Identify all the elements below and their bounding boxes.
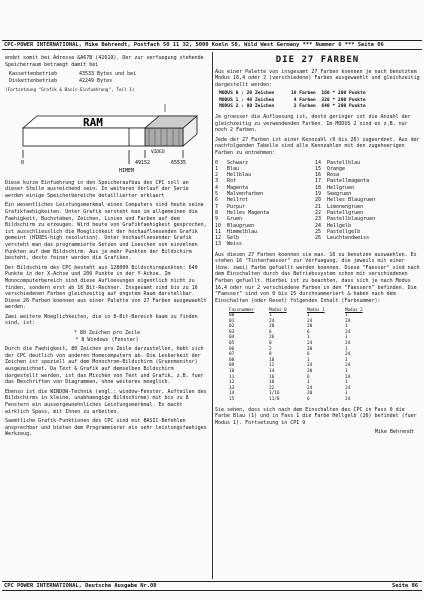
table-cell: 24 — [345, 329, 351, 335]
paragraph: Ein wesentliches Leistungsmerkmal eines Computers sind heute seine Grafikfaehigkeiten. Unter Grafik versteht man im allgemeinen die Faehigkeit, Buchstaben, Zeichen, Linien und Farben auf dem Bildschirm zu erzeugen. Wird heute von Grafikfaehigkeit gesprochen, ist ausschliesslich die Moeglichkeit der hochaufloesenden Grafik gemeint (HIRES-high resolution). Unter hochaufloesender Grafik versteht man das programmierte Setzen und Loeschen von einzelnen Punkten auf dem Bildschirm. Aus je mehr Punkten der Bildschirm besteht, desto feiner werden die Grafiken. — [5, 202, 210, 262]
color-code: 9 — [215, 216, 219, 223]
color-name: Hellblau — [227, 172, 252, 179]
color-code: 10 — [215, 222, 222, 229]
table-cell: 26 — [269, 335, 275, 341]
color-code: 4 — [215, 184, 219, 191]
color-name: Pastellblau — [327, 159, 361, 166]
paragraph: Sie sehen, dass sich nach dem Einschalten des CPC in Fass 0 die Farbe Blau (1) und in Fass 1 die Farbe Hellgelb (26) befindet (fuer Modus 1). Fortsetzung in CPI 9 — [215, 406, 420, 426]
table-cell: 24 — [345, 318, 351, 324]
table-cell: 1 — [345, 335, 348, 341]
table-cell: 14 — [229, 391, 235, 397]
color-code: 25 — [315, 228, 322, 235]
section-title: DIE 27 FARBEN — [275, 55, 360, 65]
modes-table — [219, 91, 420, 110]
table-cell: 1 — [345, 380, 348, 386]
color-code: 2 — [215, 172, 219, 179]
color-code: 15 — [315, 165, 322, 172]
table-cell: 10 — [229, 368, 235, 374]
color-name: Himmelblau — [227, 228, 258, 235]
footer-page: Seite 06 — [392, 583, 418, 589]
paragraph: Saemtliche Grafik-Funktionen des CPC sind mit BASIC-Befehlen ansprechbar und bieten dem Programmierer ein sehr leistungsfaehiges Werkzeug. — [5, 418, 210, 438]
table-cell: 1/16 — [269, 391, 280, 397]
table-cell: 1 — [345, 368, 348, 374]
header-cell: Modus 2 — [345, 307, 363, 313]
footer-title: CPC POWER INTERNATIONAL, Deutsche Ausgabe Nr.08 — [4, 583, 157, 589]
paragraph: Zwei weitere Moeglichkeiten, die in 8-Bit-Bereich kaum zu finden sind, ist: — [5, 313, 201, 327]
header-cell: Fassnummer — [229, 307, 255, 313]
table-cell: 24 — [307, 318, 313, 324]
table-cell: 16 — [269, 374, 275, 380]
color-name: Pastellgruen — [327, 209, 364, 216]
mode-row: MODUS 1 : 40 Zeichen 4 Farben 320 * 200 Punkte — [219, 97, 366, 103]
color-item — [215, 241, 315, 247]
feature-list — [5, 330, 209, 343]
addr-49152: 49152 — [135, 159, 151, 166]
color-code: 23 — [315, 216, 322, 223]
table-cell: 24 — [307, 363, 313, 369]
ink-table-row — [229, 397, 420, 403]
table-cell: 14 — [269, 368, 275, 374]
addr-0: 0 — [21, 159, 25, 166]
color-name: Rot — [227, 178, 237, 185]
paragraph: Diese kurze Einfuehrung in den Speicheraufbau des CPC soll an dieser Stelle ausreichend sein. In weiteren Verlauf der Serie werden einige Speicherbereiche detaillierter erklaert — [5, 179, 192, 199]
color-code: 0 — [215, 159, 219, 166]
table-cell: 0 — [269, 341, 272, 347]
color-code: 17 — [315, 178, 322, 185]
mode-row: MODUS 0 : 20 Zeichen 16 Farben 160 * 200 Punkte — [219, 91, 366, 97]
table-cell: 13 — [229, 385, 235, 391]
addr-65535: 65535 — [171, 159, 187, 166]
table-cell: 24 — [307, 341, 313, 347]
color-name: Hellrot — [227, 197, 249, 204]
table-cell: 02 — [229, 324, 235, 330]
table-cell: 6 — [307, 352, 310, 358]
color-name: Hellgruen — [327, 184, 355, 191]
table-cell: 20 — [269, 324, 275, 330]
color-name: Blau — [227, 165, 240, 172]
color-list — [215, 160, 420, 248]
color-name: Limonengruen — [327, 203, 364, 210]
table-cell: 24 — [345, 396, 351, 402]
table-cell: 6 — [307, 396, 310, 402]
himem-label: HIMEM — [119, 167, 135, 174]
color-code: 24 — [315, 222, 322, 229]
color-code: 8 — [215, 209, 219, 216]
kassette-value: 43533 Bytes und bei — [79, 71, 137, 78]
color-code: 21 — [315, 203, 322, 210]
table-cell: 8 — [269, 352, 272, 358]
color-name: Blaugruen — [227, 222, 255, 229]
color-name: Pastellgelb — [327, 228, 361, 235]
color-name: Magenta — [227, 184, 249, 191]
table-cell: 6 — [307, 329, 310, 335]
color-name: Hellgelb — [327, 222, 352, 229]
feature-item: * 8 Windows (Fenster) — [75, 336, 139, 343]
table-cell: 00 — [229, 313, 235, 319]
right-column — [215, 55, 423, 436]
table-cell: 1 — [345, 357, 348, 363]
table-cell: 1 — [307, 313, 310, 319]
table-cell: 22 — [269, 385, 275, 391]
table-cell: 1 — [345, 324, 348, 330]
table-cell: 6 — [307, 374, 310, 380]
color-name: Gelb — [227, 235, 240, 242]
color-code: 3 — [215, 178, 219, 185]
table-cell: 1 — [345, 391, 348, 397]
color-code: 18 — [315, 184, 322, 191]
color-code: 22 — [315, 209, 322, 216]
ram-label: RAM — [83, 115, 103, 129]
table-cell: 20 — [307, 324, 313, 330]
paragraph: Aus einer Palette von insgesamt 27 Farben koennen je nach benutztem Modus 16,4 oder 2 (verschiedene) Farben ausgewaehlt und gleichzeitig dargestellt werden: — [215, 68, 423, 88]
table-cell: 01 — [229, 318, 235, 324]
kassette-label: Kassettenbetrieb — [9, 71, 58, 78]
table-cell: 20 — [307, 346, 313, 352]
ink-table — [229, 307, 420, 402]
table-cell: 24 — [307, 385, 313, 391]
color-name: Seegruen — [327, 191, 352, 198]
caption: (Fortsetzung "Grafik & Basic-Einfuehrung", Teil 1) — [5, 88, 135, 93]
table-cell: 24 — [269, 318, 275, 324]
color-name: Pastellblaugruen — [327, 216, 376, 223]
color-code: 12 — [215, 235, 222, 242]
color-code: 7 — [215, 203, 219, 210]
table-cell: 15 — [229, 396, 235, 402]
color-code: 5 — [215, 191, 219, 198]
table-cell: 11 — [229, 374, 235, 380]
color-name: Pastellmagenta — [327, 178, 370, 185]
header-cell: Modus 1 — [307, 307, 325, 313]
table-cell: 12 — [269, 363, 275, 369]
color-name: Leuchtendweiss — [327, 235, 370, 242]
table-cell: 2 — [269, 346, 272, 352]
table-cell: 1 — [345, 346, 348, 352]
feature-item: * 80 Zeichen pro Zeile — [73, 330, 141, 337]
video-label: VIDEO — [151, 149, 165, 155]
color-code: 26 — [315, 235, 322, 242]
table-cell: 24 — [345, 374, 351, 380]
color-name: Schwarz — [227, 159, 249, 166]
table-cell: 09 — [229, 363, 235, 369]
memory-info — [9, 71, 209, 84]
table-cell: 1 — [307, 380, 310, 386]
table-cell: 03 — [229, 329, 235, 335]
diskette-label: Diskettenbetrieb — [9, 77, 58, 84]
table-cell: 04 — [229, 335, 235, 341]
table-cell: 11/8 — [269, 396, 280, 402]
color-code: 1 — [215, 165, 219, 172]
table-cell: 24 — [345, 363, 351, 369]
table-cell: 24 — [345, 352, 351, 358]
color-code: 16 — [315, 172, 322, 179]
color-name: Orange — [327, 165, 346, 172]
color-code: 6 — [215, 197, 219, 204]
table-cell: 18 — [269, 380, 275, 386]
table-cell: 6 — [269, 329, 272, 335]
color-name: Rosa — [327, 172, 340, 179]
color-name: Purpur — [227, 203, 246, 210]
color-list-col-b — [315, 160, 415, 248]
left-column — [5, 55, 209, 441]
paragraph: endet somit bei Adresse &A67B (42619). Der zur verfuegung stehende Speicherraum betraegt damit bei — [5, 55, 207, 68]
table-cell: 12 — [229, 380, 235, 386]
mode-row: MODUS 2 : 80 Zeichen 2 Farben 640 * 200 Punkte — [219, 103, 366, 109]
table-cell: 20 — [307, 368, 313, 374]
table-cell: 24 — [345, 341, 351, 347]
paragraph: Aus diesen 27 Farben koennen sie max. 16 zu benutzen auswaehlen. Es stehen 16 "Tintenfaesser" zur Verfuegung, die jeweils mit einer (bzw. zwei) Farbe gefuellt werden koennen. Diese "Faesser" sind nach dem Einschalten durch das Betriebssystem schon mit verschiedenen Farben gefuellt. Hierbei ist zu beachten, dass sich je nach Modus 16,4 oder nur 2 verschiedene Farben in den "Faessern" befinden. Die "Faesser" sind von 0 bis 15 durchnummeriert & haben nach dem Einschalten (oder Reset) folgenden Inhalt (Farbnummer): — [215, 251, 423, 304]
diskette-value: 42249 Bytes — [79, 77, 113, 84]
page-header: CPC-POWER INTERNATIONAL, Mike Behrendt, Postfach 50 11 32, 5000 Koeln 50, Wild West Germany *** Nummer 6 *** Seite 06 — [2, 40, 422, 50]
color-name: Gruen — [227, 216, 243, 223]
color-item — [315, 235, 415, 241]
memory-diagram — [5, 98, 209, 176]
table-cell: 08 — [229, 357, 235, 363]
paragraph: Durch die Faehigkeit, 80 Zeichen pro Zeile darzustellen, hebt sich der CPC deutlich von anderen Homecomputern ab. Die Lesbarkeit der Zeichen ist speziell auf dem Monochrom-Bildschirm (Gruenmonitor) ausgezeichnet. Da Text & Grafik auf demselben Bildschirm dargestellt werden, ist das Mischen von Text und Grafik, z.B. fuer das Beschriften von Diagrammen, ohne weiteres moeglich. — [5, 346, 207, 386]
table-cell: 1 — [269, 313, 272, 319]
paragraph: Ebenso ist die WINDOW-Technik (engl.: window-Fenster, Aufteilen des Bildschirms in kleine, unabhaengige Bildschirme) mit bis zu 8 Fenstern ein aussergewoehnliches Leistungsmerkmal. Es macht wirklich Spass, mit Ihnen zu arbeiten. — [5, 388, 210, 415]
page-footer — [2, 581, 422, 591]
table-cell: 10 — [269, 357, 275, 363]
color-name: Weiss — [227, 241, 243, 248]
table-cell: 06 — [229, 346, 235, 352]
color-code: 11 — [215, 228, 222, 235]
table-cell: 1 — [307, 357, 310, 363]
column-divider — [212, 52, 213, 579]
color-list-col-a — [215, 160, 315, 248]
color-name: Helles Magenta — [227, 209, 270, 216]
color-code: 13 — [215, 241, 222, 248]
color-code: 14 — [315, 159, 322, 166]
table-cell: 07 — [229, 352, 235, 358]
table-cell: 20 — [307, 391, 313, 397]
paragraph: Jede der 27 Farben ist einer Kennzahl (0 bis 26) zugeordnet. Aus der nachfolgenden Tabelle sind alle Kennzahlen mit den zugehoerigen Farben zu entnehmen: — [215, 136, 423, 156]
paragraph: Der Bildschirm des CPC besteht aus 128000 Bildschirmpunkten: 640 Punkte in der X-Achse und 200 Punkte in der Y-Achse. Im Monocomputerbereich sind diese Aufloesungen eigentlich nicht zu finden, sondern erst ab 16 Bit-Rechner. Insgesamt sind bis zu 16 verschiedenen Farben gleichzeitig auf engstem Raum darstellbar. Diese 26 Farben koennen aus einer Palette von 27 Farben ausgewaehlt werden. — [5, 264, 210, 311]
table-cell: 1 — [345, 313, 348, 319]
color-code: 19 — [315, 191, 322, 198]
author-signature: Mike Behrendt — [374, 429, 414, 436]
color-name: Malvenfarben — [227, 191, 264, 198]
color-name: Helles Blaugruen — [327, 197, 376, 204]
header-cell: Modus 0 — [269, 307, 287, 313]
table-cell: 05 — [229, 341, 235, 347]
color-code: 20 — [315, 197, 322, 204]
memory-diagram-graphic — [5, 98, 209, 176]
table-cell: 1 — [307, 335, 310, 341]
paragraph: Je groesser die Aufloesung ist, desto geringer ist die Anzahl der gleichzeitig zu verwendenden Farben. Im MODUS 2 sind es z.B. nur noch 2 Farben. — [215, 113, 414, 134]
table-cell: 24 — [345, 385, 351, 391]
